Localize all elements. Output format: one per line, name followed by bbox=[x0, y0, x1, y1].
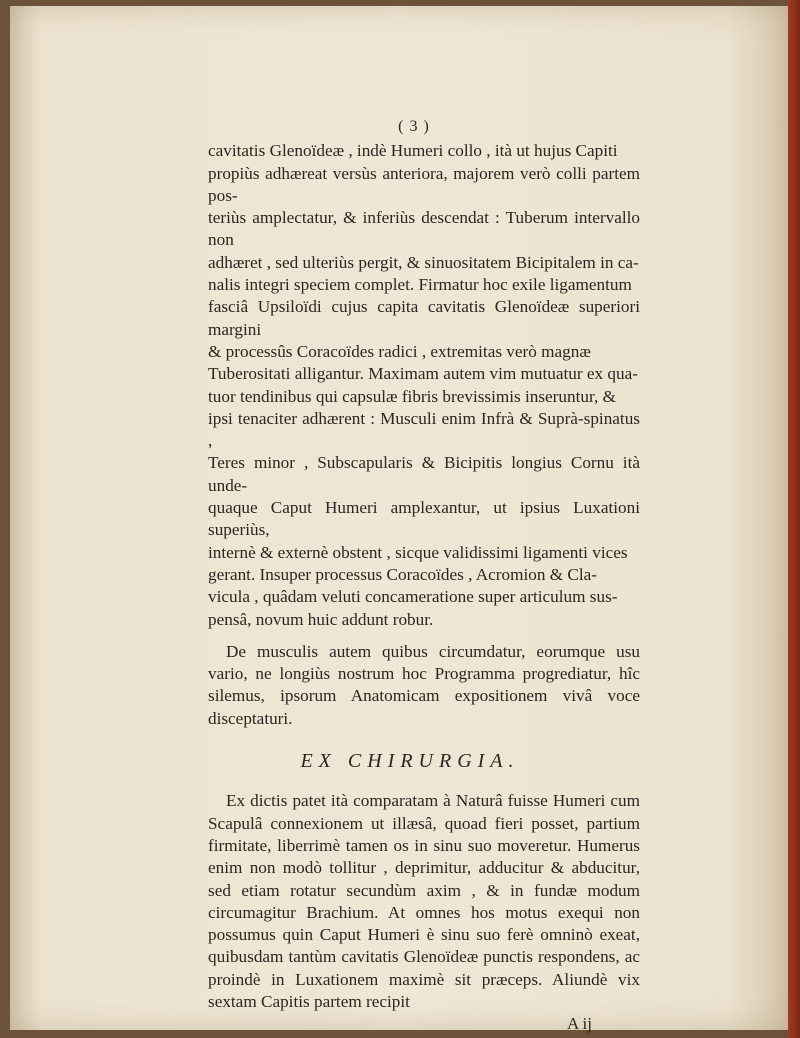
text-line: Tuberositati alligantur. Maximam autem vim mutuatur ex qua- bbox=[208, 364, 638, 384]
signature-mark: A ij bbox=[566, 1014, 592, 1034]
text-line: ipsi tenaciter adhærent : Musculi enim Infrà & Suprà-spinatus , bbox=[208, 408, 640, 451]
text-line: propiùs adhæreat versùs anteriora, majorem verò colli partem pos- bbox=[208, 163, 640, 205]
paragraph-3: Ex dictis patet ità comparatam à Naturâ fuisse Humeri cum Scapulâ connexionem ut illæsâ, quoad fieri posset, partium firmitate, liberrimè tamen os in sinu suo moveretur. Humerus enim non modò tollitur , deprimitur, adducitur & abducitur, sed etiam rotatur secundùm axim , & in fundæ modum circumagitur Brachium. At omnes hos motus exequi non possumus quin Caput Humeri è sinu suo ferè omninò exeat, quibusdam tantùm cavitatis Glenoïdeæ punctis respondens, ac proindè in Luxationem maximè sit præceps. Aliundè vix sextam Capitis partem recipit bbox=[208, 791, 640, 1011]
text-line: vicula , quâdam veluti concameratione super articulum sus- bbox=[208, 587, 618, 607]
page-number: ( 3 ) bbox=[398, 118, 430, 135]
section-heading: EX CHIRURGIA. bbox=[300, 750, 520, 773]
text-line: adhæret , sed ulteriùs pergit, & sinuositatem Bicipitalem in ca- bbox=[208, 252, 639, 272]
text-line: & processûs Coracoïdes radici , extremitas verò magnæ bbox=[208, 341, 591, 361]
book-edge bbox=[788, 0, 800, 1038]
text-line: teriùs amplectatur, & inferiùs descendat : Tuberum intervallo non bbox=[208, 208, 640, 250]
paragraph-2: De musculis autem quibus circumdatur, eorumque usu vario, ne longiùs nostrum hoc Programma progrediatur, hîc silemus, ipsorum Anatomicam expositionem vivâ voce disceptaturi. bbox=[208, 641, 640, 728]
text-line: fasciâ Upsiloïdi cujus capita cavitatis Glenoïdeæ superiori margini bbox=[208, 297, 640, 339]
text-line: Teres minor , Subscapularis & Bicipitis longius Cornu ità unde- bbox=[208, 453, 640, 495]
text-line: nalis integri speciem complet. Firmatur hoc exile ligamentum bbox=[208, 275, 632, 295]
text-line: gerant. Insuper processus Coracoïdes , Acromion & Cla- bbox=[208, 564, 598, 584]
page-text-block bbox=[208, 116, 640, 1036]
text-line: pensâ, novum huic addunt robur. bbox=[208, 609, 434, 629]
text-line: cavitatis Glenoïdeæ , indè Humeri collo , ità ut hujus Capiti bbox=[208, 141, 618, 161]
text-line: tuor tendinibus qui capsulæ fibris brevissimis inseruntur, & bbox=[208, 386, 616, 406]
text-line: quaque Caput Humeri amplexantur, ut ipsius Luxationi superiùs, bbox=[208, 498, 640, 540]
paragraph-1 bbox=[208, 140, 640, 631]
text-line: internè & externè obstent , sicque validissimi ligamenti vices bbox=[208, 542, 628, 562]
book-page bbox=[10, 6, 788, 1034]
